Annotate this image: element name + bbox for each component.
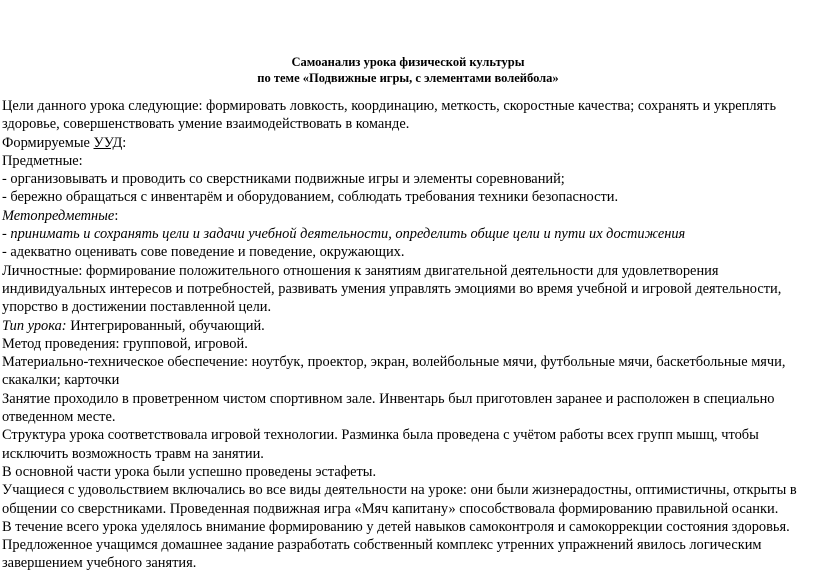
meta-item: - адекватно оценивать сове поведение и поведение, окружающих. xyxy=(2,244,405,261)
subject-heading: Предметные: xyxy=(2,152,83,169)
title-line-1: Самоанализ урока физической культуры xyxy=(291,55,525,69)
personal-paragraph: Личностные: формирование положительного отношения к занятиям двигательной деятельности для удовлетворения индивидуальных интересов и потребностей, развивать умения управлять эмоциями во время учебной и игровой деятельности, упорство в достижении поставленной цели. xyxy=(2,262,782,316)
subject-item: - бережно обращаться с инвентарём и оборудованием, соблюдать требования техники безопасности. xyxy=(2,189,619,206)
lesson-type-value: Интегрированный, обучающий. xyxy=(66,317,265,334)
self-control-paragraph: В течение всего урока уделялось внимание формированию у детей навыков самоконтроля и самокоррекции состояния здоровья. Предложенное учащимся домашнее задание разработать собственный комплекс утренних упражнений явилось логическим завершением учебного занятия. xyxy=(2,518,790,572)
meta-heading-label: Метопредметные xyxy=(2,207,115,224)
subject-item: - организовывать и проводить со сверстниками подвижные игры и элементы соревнований; xyxy=(2,171,565,188)
goals-paragraph: Цели данного урока следующие: формировать ловкость, координацию, меткость, скоростные качества; сохранять и укреплять здоровье, совершенствовать умение взаимодействовать в команде. xyxy=(2,98,777,133)
uud-heading xyxy=(2,134,814,152)
lesson-type-label: Тип урока: xyxy=(2,317,67,334)
uud-colon: : xyxy=(122,134,127,151)
document-body xyxy=(2,97,814,573)
lesson-type xyxy=(2,317,814,335)
title-line-2: по теме «Подвижные игры, с элементами волейбола» xyxy=(257,71,559,85)
venue-paragraph: Занятие проходило в проветренном чистом спортивном зале. Инвентарь был приготовлен заранее и расположен в специально отведенном месте. xyxy=(2,390,775,426)
document-title xyxy=(0,54,816,86)
structure-paragraph: Структура урока соответствовала игровой технологии. Разминка была проведена с учётом работы всех групп мышц, чтобы исключить возможность травм на занятии. xyxy=(2,427,759,462)
equipment-paragraph: Материально-техническое обеспечение: ноутбук, проектор, экран, волейбольные мячи, футбольные мячи, баскетбольные мячи, скакалки; карточки xyxy=(2,354,786,389)
uud-label-underlined: УУД xyxy=(93,134,123,151)
uud-label: Формируемые xyxy=(2,134,94,151)
meta-item: - принимать и сохранять цели и задачи учебной деятельности, определить общие цели и пути их достижения xyxy=(2,226,686,243)
method-paragraph: Метод проведения: групповой, игровой. xyxy=(2,335,248,352)
meta-heading-colon: : xyxy=(114,207,119,224)
meta-heading xyxy=(2,207,814,225)
students-paragraph: Учащиеся с удовольствием включались во все виды деятельности на уроке: они были жизнерадостны, оптимистичны, открыты в общении со сверстниками. Проведенная подвижная игра «Мяч капитану» способствовала формированию правильной осанки. xyxy=(2,482,797,517)
main-part-paragraph: В основной части урока были успешно проведены эстафеты. xyxy=(2,463,377,480)
